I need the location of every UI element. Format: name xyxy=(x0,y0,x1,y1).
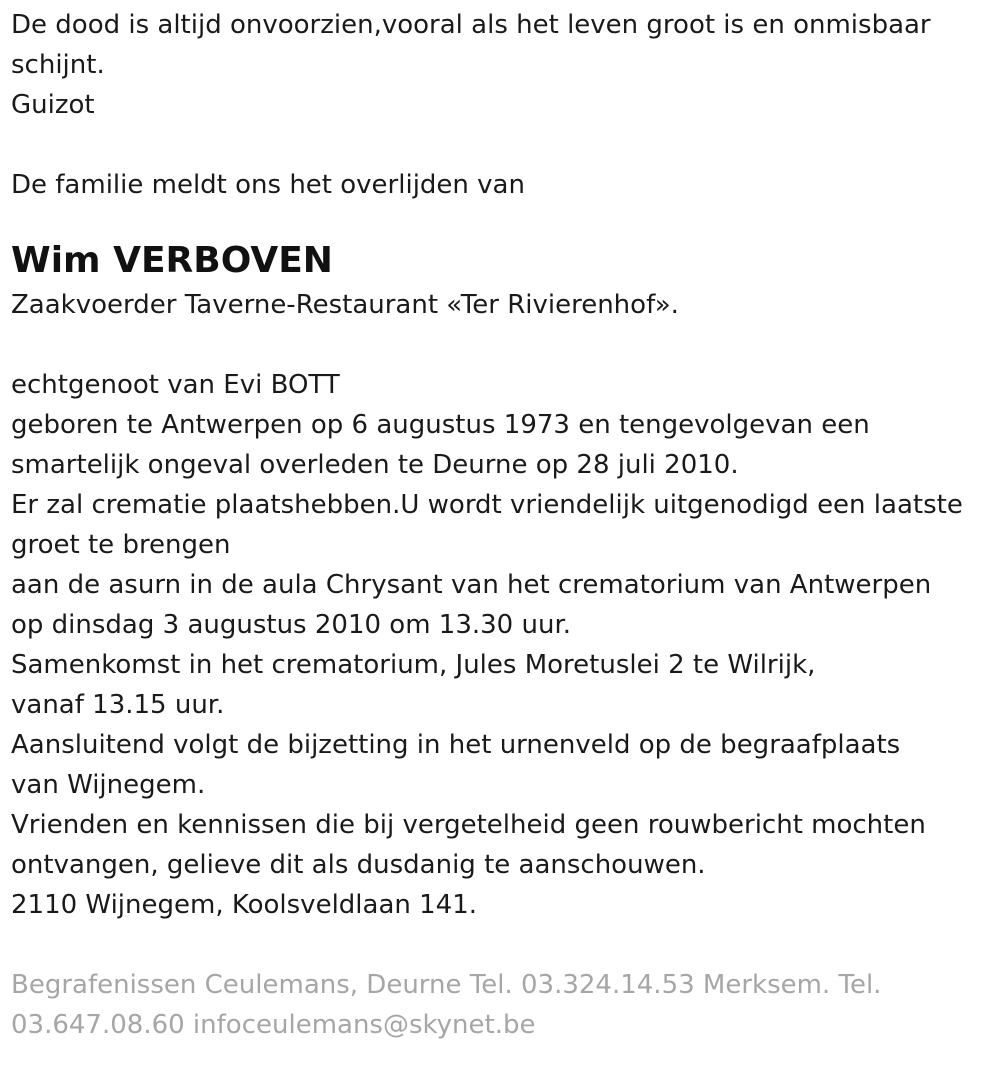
body-line: Er zal crematie plaatshebben.U wordt vriendelijk uitgenodigd een laatste xyxy=(11,490,963,520)
body-line: echtgenoot van Evi BOTT xyxy=(11,370,340,400)
spacer xyxy=(11,125,991,165)
body-line: Vrienden en kennissen die bij vergetelheid geen rouwbericht mochten xyxy=(11,810,926,840)
body-line: geboren te Antwerpen op 6 augustus 1973 en tengevolgevan een xyxy=(11,410,870,440)
spacer xyxy=(11,925,991,965)
quote-line: De dood is altijd onvoorzien,vooral als het leven groot is en onmisbaar xyxy=(11,10,931,40)
footer-line: 03.647.08.60 infoceulemans@skynet.be xyxy=(11,1010,536,1040)
body-line: van Wijnegem. xyxy=(11,770,206,800)
intro-text: De familie meldt ons het overlijden van xyxy=(11,170,525,200)
body-line: 2110 Wijnegem, Koolsveldlaan 141. xyxy=(11,890,478,920)
body-line: vanaf 13.15 uur. xyxy=(11,690,225,720)
body-line: Samenkomst in het crematorium, Jules Moretuslei 2 te Wilrijk, xyxy=(11,650,816,680)
spacer xyxy=(11,325,991,365)
body-line: aan de asurn in de aula Chrysant van het crematorium van Antwerpen xyxy=(11,570,932,600)
notice-body xyxy=(11,365,991,925)
death-notice xyxy=(11,5,991,1045)
quote-author: Guizot xyxy=(11,90,95,120)
body-line: op dinsdag 3 augustus 2010 om 13.30 uur. xyxy=(11,610,572,640)
quote-block xyxy=(11,5,991,125)
body-line: smartelijk ongeval overleden te Deurne op 28 juli 2010. xyxy=(11,450,739,480)
footer-line: Begrafenissen Ceulemans, Deurne Tel. 03.324.14.53 Merksem. Tel. xyxy=(11,970,882,1000)
deceased-occupation: Zaakvoerder Taverne-Restaurant «Ter Rivierenhof». xyxy=(11,290,679,320)
funeral-home-footer xyxy=(11,965,991,1045)
deceased-name: Wim VERBOVEN xyxy=(11,240,333,281)
quote-line: schijnt. xyxy=(11,50,105,80)
body-line: ontvangen, gelieve dit als dusdanig te aanschouwen. xyxy=(11,850,706,880)
body-line: Aansluitend volgt de bijzetting in het urnenveld op de begraafplaats xyxy=(11,730,901,760)
body-line: groet te brengen xyxy=(11,530,231,560)
spacer xyxy=(11,205,991,237)
